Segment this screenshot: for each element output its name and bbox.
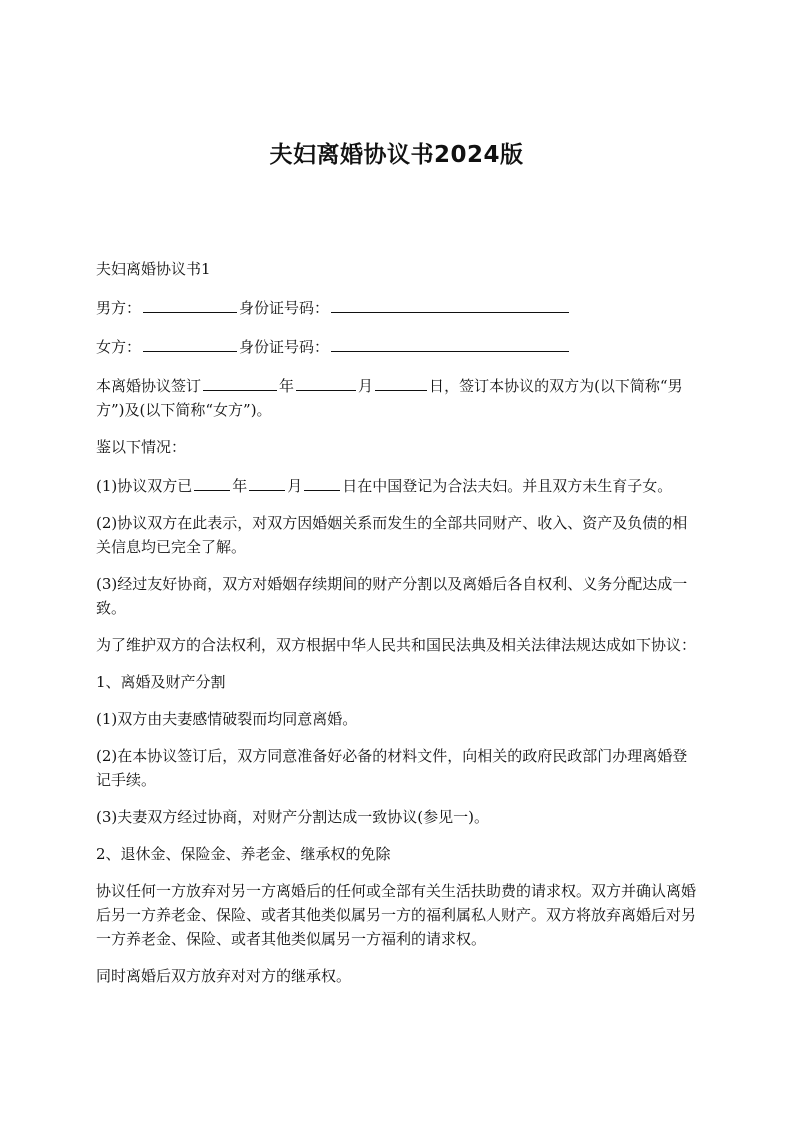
agreement-subtitle: 夫妇离婚协议书1 [96,260,211,278]
marriage-year-unit: 年 [232,477,248,495]
female-id-blank [331,333,569,352]
section-1-item-1: (1)双方由夫妻感情破裂而均同意离婚。 [96,710,358,728]
section-2-paragraph-2: 同时离婚后双方放弃对对方的继承权。 [96,967,352,985]
signing-date-paragraph [96,372,698,422]
female-label: 女方： [96,338,142,356]
male-party-line [96,294,698,320]
marriage-month-unit: 月 [287,477,303,495]
given-item-1 [96,472,698,498]
given-1-prefix: (1)协议双方已 [96,477,193,495]
marriage-month-blank [249,472,285,491]
sign-month-unit: 月 [358,377,374,395]
section-2-paragraph-1: 协议任何一方放弃对另一方离婚后的任何或全部有关生活扶助费的请求权。双方并确认离婚后另一方养老金、保险、或者其他类似属另一方的福利属私人财产。双方将放弃离婚后对另一方养老金、保险、或者其他类似属另一方福利的请求权。 [96,882,697,948]
male-name-blank [143,294,237,313]
given-heading: 鉴以下情况： [96,438,187,456]
sign-month-blank [296,372,356,391]
document-body [96,257,698,1001]
given-item-3: (3)经过友好协商，双方对婚姻存续期间的财产分割以及离婚后各自权利、义务分配达成一致。 [96,575,688,617]
sign-day-blank [375,372,427,391]
given-1-suffix: 日在中国登记为合法夫妇。并且双方未生育子女。 [342,477,673,495]
sign-day-unit: 日 [429,377,445,395]
preamble-paragraph: 为了维护双方的合法权利，双方根据中华人民共和国民法典及相关法律法规达成如下协议： [96,636,697,654]
male-id-blank [331,294,569,313]
marriage-day-blank [304,472,340,491]
sign-year-blank [203,372,277,391]
sign-year-unit: 年 [279,377,295,395]
sign-suffix: ，签订本协议的双方为(以下简称“男方”)及(以下简称“女方”)。 [96,377,683,419]
section-1-heading: 1、离婚及财产分割 [96,673,226,691]
given-item-2: (2)协议双方在此表示，对双方因婚姻关系而发生的全部共同财产、收入、资产及负债的相关信息均已完全了解。 [96,514,688,556]
section-1-item-2: (2)在本协议签订后，双方同意准备好必备的材料文件，向相关的政府民政部门办理离婚登记手续。 [96,747,688,789]
male-id-label: 身份证号码： [239,299,330,317]
sign-prefix: 本离婚协议签订 [96,377,202,395]
section-2-heading: 2、退休金、保险金、养老金、继承权的免除 [96,845,391,863]
female-id-label: 身份证号码： [239,338,330,356]
female-name-blank [143,333,237,352]
marriage-year-blank [194,472,230,491]
female-party-line [96,333,698,359]
male-label: 男方： [96,299,142,317]
section-1-item-3: (3)夫妻双方经过协商，对财产分割达成一致协议(参见一)。 [96,808,489,826]
document-title: 夫妇离婚协议书2024版 [269,142,524,168]
